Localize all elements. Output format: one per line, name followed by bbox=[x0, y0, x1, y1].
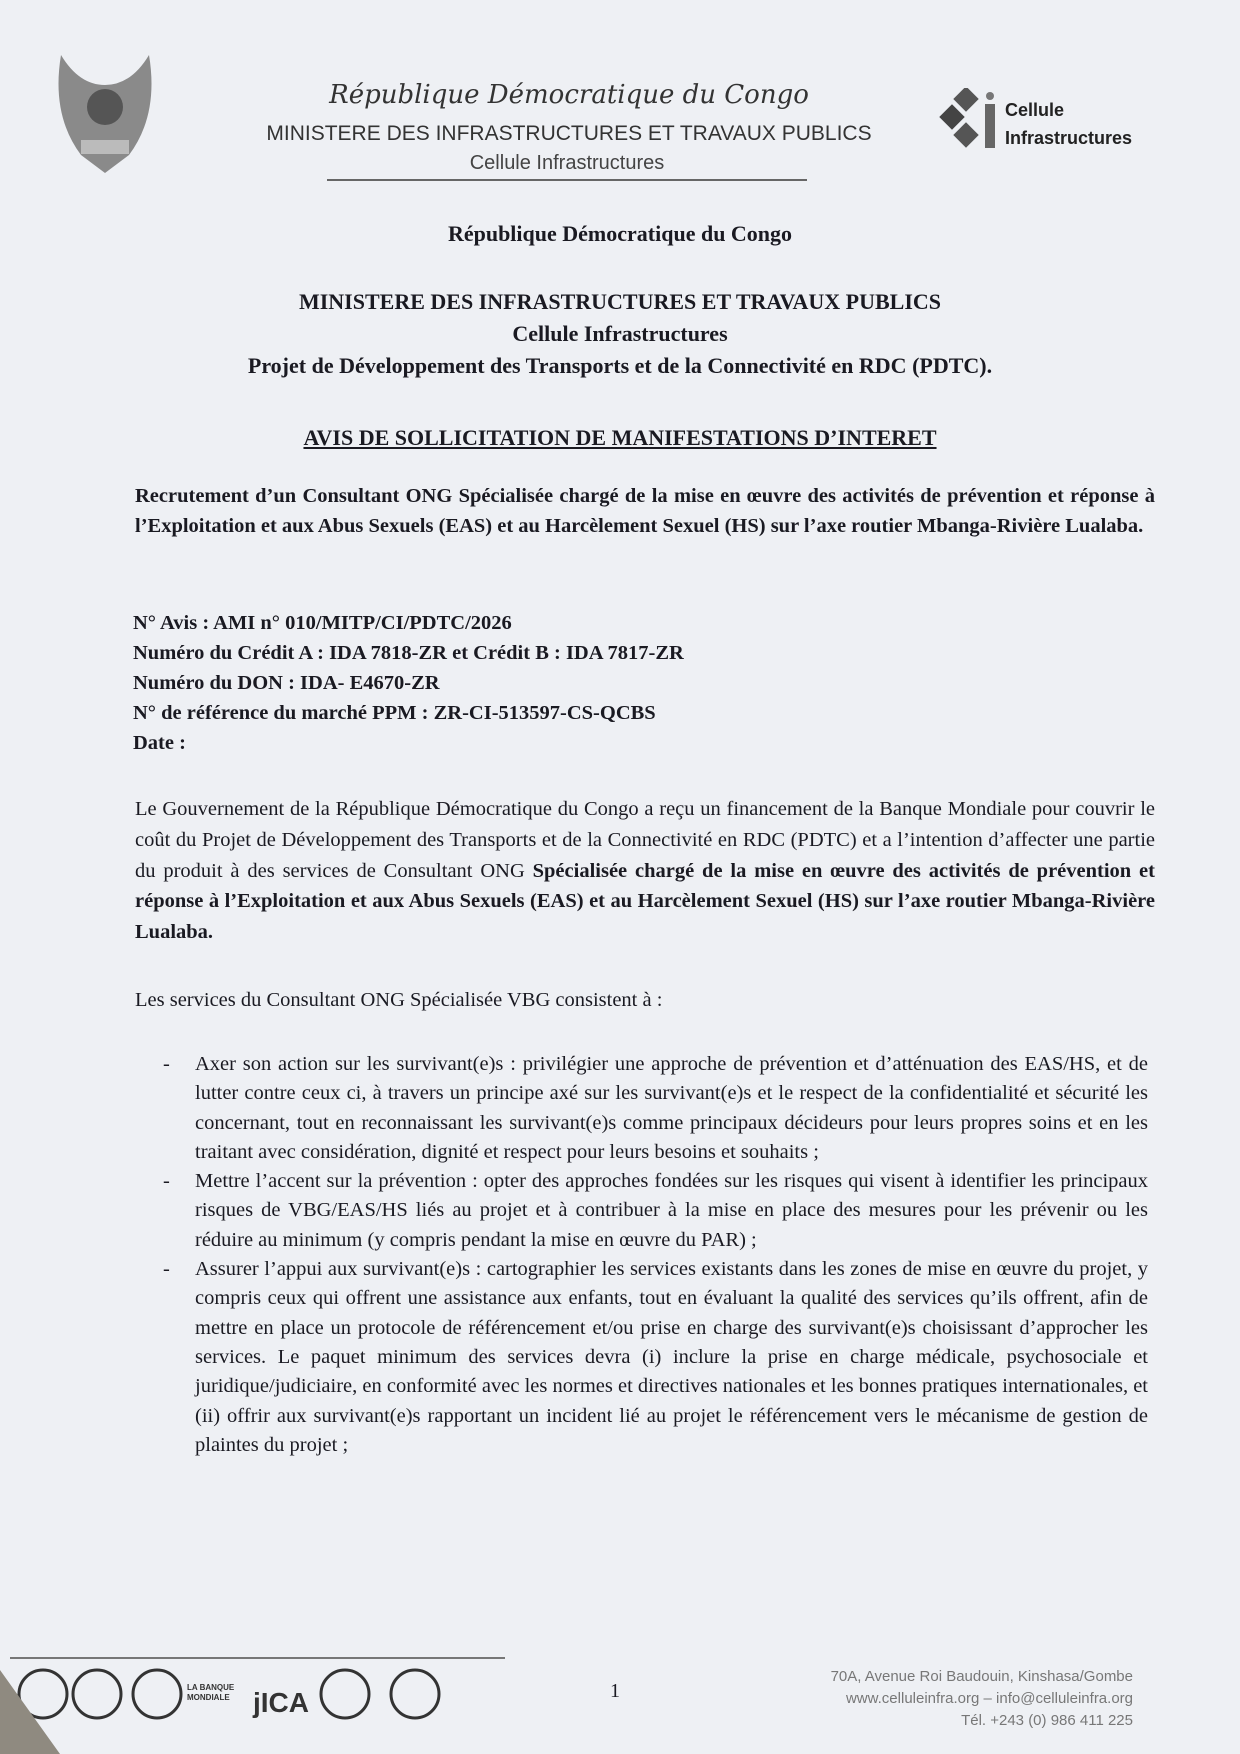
date-field: Date : bbox=[133, 732, 186, 754]
intro-text-bold: Spécialisée chargé de la mise en œuvre des activités de prévention et réponse à l’Exploitation et aux Abus Sexuels (EAS) et au Harcèlement Sexuel (HS) sur l’axe routier Mbanga-Rivière Lualaba. bbox=[135, 859, 1155, 944]
project-heading: Projet de Développement des Transports et de la Connectivité en RDC (PDTC). bbox=[247, 353, 993, 378]
list-item bbox=[163, 1255, 1148, 1460]
ppm-reference: N° de référence du marché PPM : ZR-CI-513597-CS-QCBS bbox=[133, 702, 656, 724]
svg-text:MONDIALE: MONDIALE bbox=[187, 1693, 230, 1702]
country-heading: République Démocratique du Congo bbox=[447, 221, 793, 246]
partner-logos bbox=[15, 1664, 495, 1722]
bullet-marker: - bbox=[163, 1053, 170, 1075]
header-script-title: République Démocratique du Congo bbox=[329, 80, 809, 110]
grant-number: Numéro du DON : IDA- E4670-ZR bbox=[133, 672, 440, 694]
footer-web-email: www.celluleinfra.org – info@celluleinfra.org bbox=[845, 1690, 1133, 1707]
services-intro: Les services du Consultant ONG Spécialisée VBG consistent à : bbox=[135, 989, 663, 1011]
list-item-text: Axer son action sur les survivant(e)s : privilégier une approche de prévention et d’atténuation des EAS/HS, et de lutter contre ceux ci, à travers un principe axé sur les survivant(e)s et le respect de la confidentialité et sécurité les concernant, tout en reconnaissant les survivant(e)s comme principaux décideurs pour leurs propres soins et en les traitant avec considération, dignité et respect pour leurs besoins et souhaits ; bbox=[195, 1053, 1148, 1163]
reference-list bbox=[133, 608, 684, 758]
logo-line-1: Cellule bbox=[1005, 100, 1065, 120]
logo-line-2: Infrastructures bbox=[1005, 128, 1133, 148]
header-ministry: MINISTERE DES INFRASTRUCTURES ET TRAVAUX PUBLICS bbox=[266, 122, 872, 145]
header-unit: Cellule Infrastructures bbox=[469, 152, 665, 174]
header-divider bbox=[327, 179, 807, 181]
list-item bbox=[163, 1050, 1148, 1167]
bullet-marker: - bbox=[163, 1258, 170, 1281]
footer-divider bbox=[10, 1657, 505, 1659]
unit-heading: Cellule Infrastructures bbox=[512, 321, 728, 346]
services-list bbox=[163, 1050, 1148, 1460]
jica-logo: jICA bbox=[253, 1687, 309, 1718]
list-item bbox=[163, 1167, 1148, 1255]
bullet-marker: - bbox=[163, 1170, 170, 1193]
intro-text: Le Gouvernement de la République Démocratique du Congo a reçu un financement de la Banque Mondiale pour couvrir le coût du Projet de Développement des Transports et de la Connectivité en RDC (PDTC) et a l’intention d’affecter une partie du produit à des services de Consultant ONG bbox=[135, 798, 1155, 882]
folded-corner bbox=[0, 1640, 70, 1754]
footer-address: 70A, Avenue Roi Baudouin, Kinshasa/Gombe bbox=[830, 1668, 1133, 1685]
credit-number: Numéro du Crédit A : IDA 7818-ZR et Crédit B : IDA 7817-ZR bbox=[133, 642, 684, 664]
logo-text bbox=[1005, 96, 1132, 152]
page-number: 1 bbox=[610, 1680, 620, 1702]
footer-address-block bbox=[700, 1666, 1133, 1732]
list-item-text: Mettre l’accent sur la prévention : opter des approches fondées sur les risques qui visent à identifier les principaux risques de VBG/EAS/HS liés au projet et à contribuer à la mise en place des mesures pour les prévenir ou les réduire au minimum (y compris pendant la mise en œuvre du PAR) ; bbox=[195, 1170, 1148, 1251]
notice-number: N° Avis : AMI n° 010/MITP/CI/PDTC/2026 bbox=[133, 612, 512, 634]
footer-phone: Tél. +243 (0) 986 411 225 bbox=[961, 1712, 1133, 1729]
subject-paragraph: Recrutement d’un Consultant ONG Spécialisée chargé de la mise en œuvre des activités de prévention et réponse à l’Exploitation et aux Abus Sexuels (EAS) et au Harcèlement Sexuel (HS) sur l’axe routier Mbanga-Rivière Lualaba. bbox=[135, 485, 1155, 537]
cellule-infrastructures-logo bbox=[935, 88, 1005, 154]
coat-of-arms-emblem bbox=[51, 45, 159, 175]
notice-title: AVIS DE SOLLICITATION DE MANIFESTATIONS D’INTERET bbox=[303, 425, 937, 450]
world-bank-logo-text: LA BANQUE bbox=[187, 1683, 235, 1692]
intro-paragraph bbox=[135, 794, 1155, 948]
ministry-heading: MINISTERE DES INFRASTRUCTURES ET TRAVAUX PUBLICS bbox=[298, 289, 942, 314]
list-item-text: Assurer l’appui aux survivant(e)s : cartographier les services existants dans les zones de mise en œuvre du projet, y compris ceux qui offrent une assistance aux enfants, tout en évaluant la qualité des services qu’ils offrent, afin de mettre en place un protocole de référencement et/ou prise en charge des survivant(e)s choisissant d’approcher les services. Le paquet minimum des services devra (i) inclure la prise en charge médicale, psychosociale et juridique/judiciaire, en conformité avec les normes et directives nationales et les bonnes pratiques internationales, et (ii) offrir aux survivant(e)s rapportant un incident lié au projet le référencement vers le mécanisme de gestion de plaintes du projet ; bbox=[195, 1258, 1148, 1456]
